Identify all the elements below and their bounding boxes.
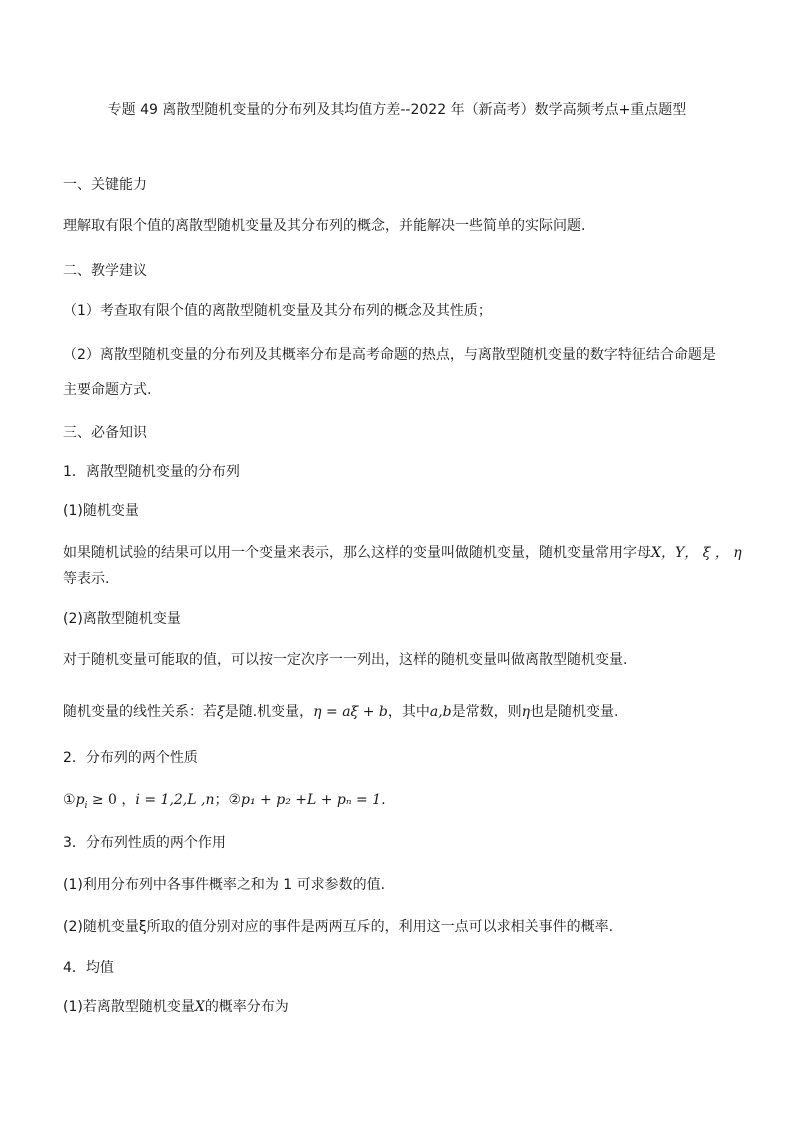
list-item — [63, 998, 289, 1016]
subsection-heading: 1．离散型随机变量的分布列 — [63, 464, 240, 480]
paragraph — [63, 544, 742, 562]
list-item: (2)随机变量ξ所取的值分别对应的事件是两两互斥的，利用这一点可以求相关事件的概率. — [63, 919, 614, 935]
subsection-heading: 2．分布列的两个性质 — [63, 750, 198, 766]
text-span: (1)若离散型随机变量 — [63, 999, 195, 1015]
math-formula: p₁ + p₂ +L + pₙ = 1 — [241, 792, 382, 808]
section-heading-3: 三、必备知识 — [63, 425, 147, 441]
paragraph-continuation: 主要命题方式. — [63, 382, 152, 398]
text-span: 是随.机变量， — [224, 704, 314, 720]
math-formula: ≥ 0 ， — [87, 792, 136, 808]
text-span: 的概率分布为 — [204, 999, 289, 1015]
paragraph: 对于随机变量可能取的值，可以按一定次序一一列出，这样的随机变量叫做离散型随机变量. — [63, 652, 628, 668]
circled-number: ① — [63, 792, 76, 808]
sub-item-heading: (2)离散型随机变量 — [63, 611, 181, 627]
math-subscript: i — [84, 800, 88, 811]
math-symbol: ξ — [217, 704, 225, 720]
subsection-heading: 4．均值 — [63, 960, 114, 976]
math-symbol: a,b — [429, 704, 452, 720]
text-span: 也是随机变量. — [530, 704, 619, 720]
subsection-heading: 3．分布列性质的两个作用 — [63, 835, 226, 851]
text-span: ，其中 — [387, 704, 430, 720]
math-symbol: p — [75, 792, 85, 808]
sub-item-heading: (1)随机变量 — [63, 503, 139, 519]
list-item: (1)利用分布列中各事件概率之和为 1 可求参数的值. — [63, 877, 386, 893]
list-item: （1）考查取有限个值的离散型随机变量及其分布列的概念及其性质； — [63, 303, 492, 319]
paragraph: 理解取有限个值的离散型随机变量及其分布列的概念，并能解决一些简单的实际问题. — [63, 218, 586, 234]
paragraph-continuation: 等表示. — [63, 571, 110, 587]
paragraph — [63, 703, 618, 721]
page-title: 专题 49 离散型随机变量的分布列及其均值方差--2022 年（新高考）数学高频考点+重点题型 — [107, 102, 687, 118]
variable-list: X，Y， ξ ， η — [651, 545, 742, 561]
text-span: 随机变量的线性关系：若 — [63, 704, 217, 720]
math-symbol: η — [521, 704, 530, 720]
text-span: . — [381, 792, 386, 808]
math-formula-line — [63, 791, 386, 815]
math-formula: i = 1,2,L ,n — [135, 792, 215, 808]
text-span: 是常数，则 — [451, 704, 522, 720]
section-heading-1: 一、关键能力 — [63, 177, 147, 193]
text-span: 如果随机试验的结果可以用一个变量来表示，那么这样的变量叫做随机变量，随机变量常用字母 — [63, 545, 651, 561]
math-formula: η = aξ + b — [313, 704, 388, 720]
section-heading-2: 二、教学建议 — [63, 263, 147, 279]
math-symbol: X — [194, 999, 205, 1015]
list-item: （2）离散型随机变量的分布列及其概率分布是高考命题的热点，与离散型随机变量的数字特征结合命题是 — [63, 347, 716, 363]
text-span: ；② — [214, 792, 242, 808]
